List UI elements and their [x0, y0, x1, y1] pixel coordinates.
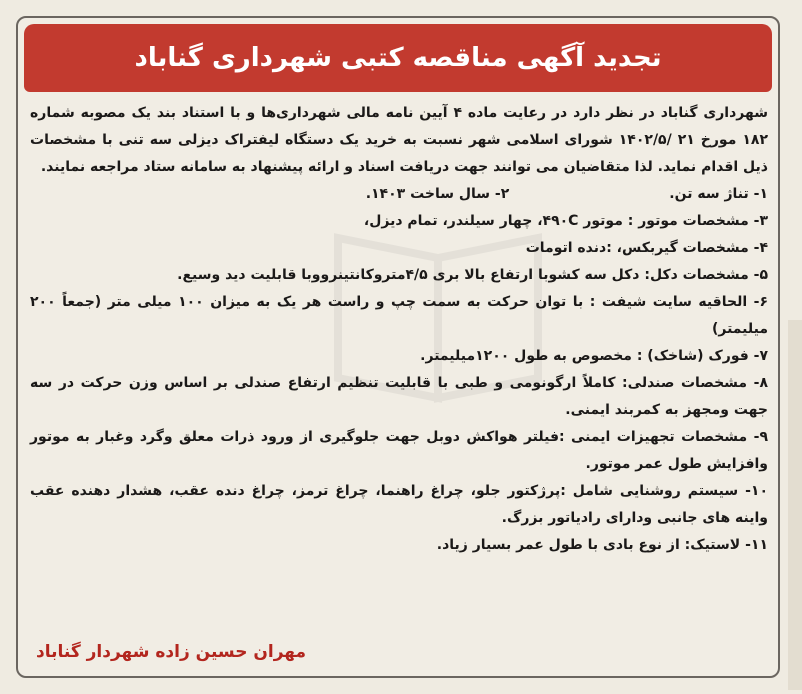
intro-paragraph: شهرداری گناباد در نظر دارد در رعایت ماده ۴ آیین نامه مالی شهرداری‌ها و با استناد بند یک مصوبه شماره ۱۸۲ مورخ ۲۱ /۱۴۰۲/۵ شورای اسلامی شهر نسبت به خرید یک دستگاه لیفتراک دیزلی سه تنی با مشخصات ذیل اقدام نماید. لذا متقاضیان می توانند جهت دریافت اسناد و ارائه پیشنهاد به سامانه ستاد مراجعه نمایند.: [30, 105, 768, 175]
notice-frame: [16, 16, 780, 678]
notice-body: [30, 100, 768, 668]
item-seat: ۸- مشخصات صندلی: کاملاً ارگونومی و طبی با قابلیت تنظیم ارتفاع صندلی بر اساس وزن حرکت در سه جهت ومجهز به کمربند ایمنی.: [30, 375, 768, 418]
item-lighting: ۱۰- سیستم روشنایی شامل :پرژکتور جلو، چراغ راهنما، چراغ ترمز، چراغ دنده عقب، هشدار دهنده عقب واینه های جانبی ودارای رادیاتور بزرگ.: [30, 483, 768, 526]
items-row-1-2: [30, 181, 768, 208]
signature-row: [36, 642, 306, 662]
item-year: ۲- سال ساخت ۱۴۰۳.: [365, 186, 510, 202]
notice-header: [24, 24, 772, 92]
notice-title: تجدید آگهی مناقصه کتبی شهرداری گناباد: [134, 43, 662, 73]
item-tires: ۱۱- لاستیک: از نوع بادی با طول عمر بسیار زیاد.: [436, 537, 768, 553]
item-side-shift: ۶- الحاقیه سایت شیفت : با توان حرکت به سمت چپ و راست هر یک به میزان ۱۰۰ میلی متر (جمعاً ۲۰۰ میلیمتر): [30, 294, 768, 337]
item-engine: ۳- مشخصات موتور : موتور ۴۹۰C، چهار سیلندر، تمام دیزل،: [363, 213, 768, 229]
signature: مهران حسین زاده شهردار گناباد: [36, 642, 307, 662]
item-mast: ۵- مشخصات دکل: دکل سه کشوبا ارتفاع بالا بری ۴/۵مترو‌کانتینرووبا قابلیت دید وسیع.: [177, 267, 768, 283]
page-edge-strip: [788, 320, 802, 690]
item-fork: ۷- فورک (شاخک) : مخصوص به طول ۱۲۰۰میلیمتر.: [420, 348, 768, 364]
item-safety: ۹- مشخصات تجهیزات ایمنی :فیلتر هواکش دوبل جهت جلوگیری از ورود ذرات معلق وگرد وغبار به موتور وافزایش طول عمر موتور.: [30, 429, 768, 472]
item-gearbox: ۴- مشخصات گیربکس، :دنده اتومات: [525, 240, 768, 256]
item-tonnage: ۱- تناژ سه تن.: [669, 186, 768, 202]
